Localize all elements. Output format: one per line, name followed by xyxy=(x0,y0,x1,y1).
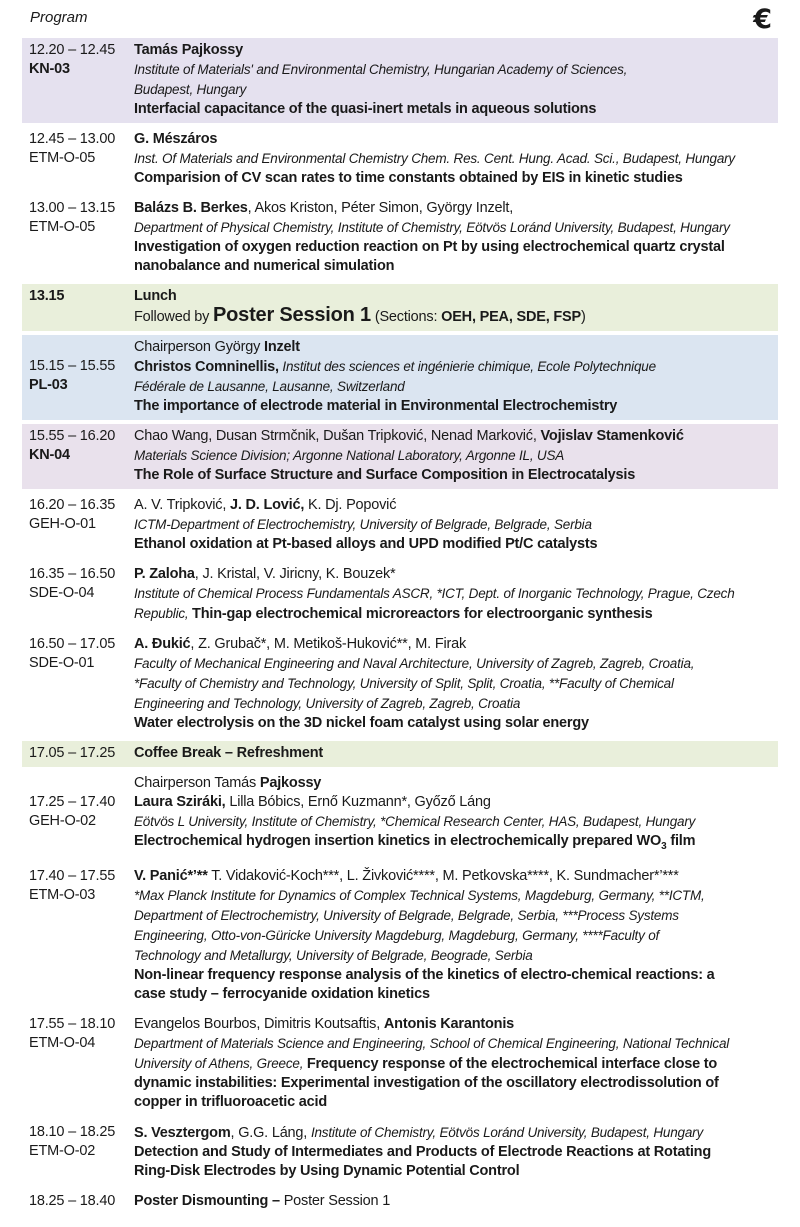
text-segment: Technology and Metallurgy, University of Belgrade, Beograde, Serbia xyxy=(134,947,533,963)
text-segment: Tamás Pajkossy xyxy=(134,42,243,58)
session-affiliation xyxy=(134,946,774,966)
text-segment: Fédérale de Lausanne, Lausanne, Switzerland xyxy=(134,379,405,394)
text-segment: Chairperson Tamás xyxy=(134,775,260,791)
session-code xyxy=(29,886,134,905)
text-segment: Poster Dismounting – xyxy=(134,1192,284,1209)
time-code-column xyxy=(22,41,134,119)
session-affiliation xyxy=(134,60,774,80)
session-authors xyxy=(134,130,774,149)
session-title xyxy=(134,238,774,257)
chairperson xyxy=(134,338,774,357)
page-header xyxy=(22,4,778,38)
text-segment: 15.55 – 16.20 xyxy=(29,428,116,444)
text-segment: Vojislav Stamenković xyxy=(540,428,684,444)
session-authors xyxy=(134,867,774,886)
session-code xyxy=(29,1142,134,1161)
text-segment: Lilla Bóbics, Ernő Kuzmann*, Győző Láng xyxy=(225,794,491,810)
session-affiliation xyxy=(134,446,774,466)
text-segment: Poster Session 1 xyxy=(283,1192,391,1209)
session-title xyxy=(134,604,774,624)
text-segment: University of Athens, Greece, xyxy=(134,1055,307,1071)
text-segment: Department of Materials Science and Engineering, School of Chemical Engineering, National Technical xyxy=(134,1035,730,1051)
program-row-geh-o-01 xyxy=(22,493,778,558)
session-details-column xyxy=(134,867,778,1004)
text-segment: Institut des sciences et ingénierie chimique, Ecole Polytechnique xyxy=(278,359,656,374)
session-code xyxy=(29,1034,134,1053)
text-segment: dynamic instabilities: Experimental investigation of the oscillatory electrodissolution of xyxy=(134,1074,719,1091)
session-title xyxy=(134,1162,774,1181)
time-code-column xyxy=(22,1015,134,1112)
text-segment: Ring-Disk Electrodes by Using Dynamic Potential Control xyxy=(134,1162,520,1179)
text-segment: Detection and Study of Intermediates and Products of Electrode Reactions at Rotating xyxy=(134,1143,711,1160)
text-segment: Ethanol oxidation at Pt-based alloys and UPD modified Pt/C catalysts xyxy=(134,536,598,552)
text-segment: , Z. Grubač*, M. Metikoš-Huković**, M. Firak xyxy=(190,636,467,652)
session-time xyxy=(29,1123,134,1142)
text-segment: Republic, xyxy=(134,606,193,621)
session-details-column xyxy=(134,338,778,416)
time-code-column xyxy=(22,565,134,624)
text-segment: Thin-gap electrochemical microreactors for electroorganic synthesis xyxy=(192,606,653,622)
session-code xyxy=(29,376,134,395)
text-segment: Comparision of CV scan rates to time constants obtained by EIS in kinetic studies xyxy=(134,170,683,186)
text-segment: Balázs B. Berkes xyxy=(134,200,248,216)
session-time xyxy=(29,496,134,515)
text-segment: GEH-O-01 xyxy=(29,516,96,532)
program-row-etm-o-05-meszaros xyxy=(22,127,778,192)
session-details-column xyxy=(134,427,778,485)
time-code-column xyxy=(22,427,134,485)
session-affiliation xyxy=(134,584,774,604)
text-segment: Institute of Materials' and Environmental Chemistry, Hungarian Academy of Sciences, xyxy=(134,62,628,77)
session-time xyxy=(29,41,134,60)
session-title xyxy=(134,966,774,985)
session-title xyxy=(134,535,774,554)
text-segment: *Faculty of Chemistry and Technology, University of Split, Split, Croatia, **Faculty of Chemical xyxy=(134,676,674,691)
text-segment: ) xyxy=(580,309,586,325)
text-segment: 17.40 – 17.55 xyxy=(29,867,116,884)
session-affiliation xyxy=(134,149,774,169)
text-segment: KN-03 xyxy=(29,61,70,77)
text-segment: Non-linear frequency response analysis of the kinetics of electro-chemical reactions: a xyxy=(134,966,715,983)
text-segment: case study – ferrocyanide oxidation kinetics xyxy=(134,985,430,1002)
spacer xyxy=(29,338,134,357)
session-details-column xyxy=(134,41,778,119)
event-note xyxy=(134,306,774,327)
session-details-column xyxy=(134,565,778,624)
text-segment: Poster Session 1 xyxy=(213,304,371,326)
text-segment: , J. Kristal, V. Jiricny, K. Bouzek* xyxy=(194,566,396,582)
time-code-column xyxy=(22,635,134,733)
text-segment: Faculty of Mechanical Engineering and Naval Architecture, University of Zagreb, Zagreb, Croatia, xyxy=(134,656,695,671)
event-title xyxy=(134,744,774,763)
time-code-column xyxy=(22,744,134,763)
page-title: Program xyxy=(30,9,88,26)
text-segment: 16.20 – 16.35 xyxy=(29,497,116,513)
spacer xyxy=(29,774,134,793)
text-segment: Electrochemical hydrogen insertion kinetics in electrochemically prepared WO xyxy=(134,833,662,849)
time-code-column xyxy=(22,338,134,416)
text-segment: 12.45 – 13.00 xyxy=(29,131,116,147)
text-segment: *Max Planck Institute for Dynamics of Complex Technical Systems, Magdeburg, Germany, **ICTM, xyxy=(134,887,705,903)
session-affiliation xyxy=(134,674,774,694)
time-code-column xyxy=(22,867,134,1004)
session-authors xyxy=(134,635,774,654)
text-segment: copper in trifluoroacetic acid xyxy=(134,1093,328,1110)
text-segment: Antonis Karantonis xyxy=(383,1015,515,1032)
text-segment: , Akos Kriston, Péter Simon, György Inzelt, xyxy=(247,200,514,216)
program-row-kn-03 xyxy=(22,38,778,123)
session-affiliation xyxy=(134,906,774,926)
text-segment: Lunch xyxy=(134,288,177,304)
time-code-column xyxy=(22,496,134,554)
program-row-kn-04 xyxy=(22,424,778,489)
text-segment: OEH, PEA, SDE, FSP xyxy=(441,309,581,325)
program-row-sde-o-01 xyxy=(22,632,778,737)
session-time xyxy=(29,287,134,306)
session-code xyxy=(29,654,134,673)
text-segment: 15.15 – 15.55 xyxy=(29,358,116,374)
text-segment: Institute of Chemistry, Eötvös Loránd University, Budapest, Hungary xyxy=(310,1124,703,1140)
text-segment: Pajkossy xyxy=(259,775,322,791)
text-segment: The importance of electrode material in Environmental Electrochemistry xyxy=(134,398,618,414)
time-code-column xyxy=(22,287,134,327)
time-code-column xyxy=(22,199,134,276)
session-time xyxy=(29,427,134,446)
text-segment: Laura Sziráki, xyxy=(134,794,226,810)
session-authors xyxy=(134,1015,774,1034)
text-segment: Department of Physical Chemistry, Institute of Chemistry, Eötvös Loránd University, Budapest, Hungary xyxy=(134,220,730,235)
session-title xyxy=(134,397,774,416)
text-segment: 18.10 – 18.25 xyxy=(29,1123,116,1140)
session-title xyxy=(134,985,774,1004)
session-authors xyxy=(134,41,774,60)
text-segment: 12.20 – 12.45 xyxy=(29,42,116,58)
session-code xyxy=(29,515,134,534)
text-segment: A. Đukić xyxy=(134,636,191,652)
text-segment: 16.35 – 16.50 xyxy=(29,566,116,582)
session-code xyxy=(29,218,134,237)
time-code-column xyxy=(22,1123,134,1181)
session-affiliation xyxy=(134,515,774,535)
session-time xyxy=(29,357,134,376)
text-segment: 13.15 xyxy=(29,288,65,304)
session-affiliation xyxy=(134,218,774,238)
text-segment: Followed by xyxy=(134,309,213,325)
text-segment: GEH-O-02 xyxy=(29,813,96,829)
text-segment: T. Vidaković-Koch***, L. Živković****, M. Petkovska****, K. Sundmacher*’*** xyxy=(207,867,679,884)
session-time xyxy=(29,565,134,584)
session-code xyxy=(29,584,134,603)
session-time xyxy=(29,793,134,812)
text-segment: S. Vesztergom xyxy=(134,1124,231,1141)
text-segment: Inzelt xyxy=(263,339,300,355)
text-segment: Engineering, Otto-von-Güricke University Magdeburg, Magdeburg, Germany, ****Faculty of xyxy=(134,927,660,943)
session-code xyxy=(29,812,134,831)
text-segment: ETM-O-04 xyxy=(29,1034,96,1051)
session-affiliation xyxy=(134,886,774,906)
text-segment: G. Mészáros xyxy=(134,131,218,147)
session-title xyxy=(134,1074,774,1093)
program-row-geh-o-02 xyxy=(22,771,778,860)
program-row-sde-o-04 xyxy=(22,562,778,628)
text-segment: 17.55 – 18.10 xyxy=(29,1015,116,1032)
session-title xyxy=(134,714,774,733)
text-segment: P. Zaloha xyxy=(134,566,195,582)
session-affiliation xyxy=(134,926,774,946)
text-segment: 3 xyxy=(661,840,667,852)
time-code-column xyxy=(22,774,134,856)
text-segment: film xyxy=(666,833,696,849)
session-title xyxy=(134,100,774,119)
session-code xyxy=(29,60,134,79)
program-row-etm-o-03 xyxy=(22,864,778,1008)
text-segment: Engineering and Technology, University of Zagreb, Zagreb, Croatia xyxy=(134,696,521,711)
text-segment: Inst. Of Materials and Environmental Chemistry Chem. Res. Cent. Hung. Acad. Sci., Budapest, Hungary xyxy=(134,151,735,166)
session-time xyxy=(29,635,134,654)
session-affiliation xyxy=(134,377,774,397)
session-title xyxy=(134,1143,774,1162)
session-authors xyxy=(134,496,774,515)
text-segment: Institute of Chemical Process Fundamentals ASCR, *ICT, Dept. of Inorganic Technology, Prague, Czech xyxy=(134,586,735,601)
session-title xyxy=(134,832,774,856)
session-affiliation xyxy=(134,1034,774,1054)
text-segment: ETM-O-02 xyxy=(29,1142,96,1159)
text-segment: 13.00 – 13.15 xyxy=(29,200,116,216)
text-segment: Water electrolysis on the 3D nickel foam catalyst using solar energy xyxy=(134,715,589,731)
text-segment: Chairperson György xyxy=(134,339,264,355)
text-segment: Interfacial capacitance of the quasi-inert metals in aqueous solutions xyxy=(134,101,597,117)
session-details-column xyxy=(134,130,778,188)
program-row-etm-o-04 xyxy=(22,1012,778,1116)
text-segment: J. D. Lović, xyxy=(230,497,305,513)
program-row-poster-dismounting xyxy=(22,1189,778,1215)
text-segment: ICTM-Department of Electrochemistry, University of Belgrade, Belgrade, Serbia xyxy=(134,517,592,532)
session-affiliation xyxy=(134,694,774,714)
text-segment: ETM-O-05 xyxy=(29,150,96,166)
session-details-column xyxy=(134,635,778,733)
session-details-column xyxy=(134,1123,778,1181)
text-segment: 17.05 – 17.25 xyxy=(29,745,116,761)
text-segment: Investigation of oxygen reduction reaction on Pt by using electrochemical quartz crystal xyxy=(134,239,725,255)
session-code xyxy=(29,446,134,465)
text-segment: A. V. Tripković, xyxy=(134,497,230,513)
text-segment: Chao Wang, Dusan Strmčnik, Dušan Tripković, Nenad Marković, xyxy=(134,428,541,444)
text-segment: The Role of Surface Structure and Surface Composition in Electrocatalysis xyxy=(134,467,636,483)
text-segment: PL-03 xyxy=(29,377,68,393)
session-authors xyxy=(134,1123,774,1143)
session-affiliation xyxy=(134,812,774,832)
session-affiliation xyxy=(134,80,774,100)
session-code xyxy=(29,149,134,168)
session-authors xyxy=(134,793,774,812)
text-segment: SDE-O-04 xyxy=(29,585,95,601)
text-segment: Budapest, Hungary xyxy=(134,82,247,97)
session-time xyxy=(29,130,134,149)
text-segment: V. Panić*’** xyxy=(134,867,208,884)
session-details-column xyxy=(134,1015,778,1112)
conference-euro-logo-icon: € xyxy=(753,4,772,35)
session-details-column xyxy=(134,287,778,327)
text-segment: 17.25 – 17.40 xyxy=(29,794,116,810)
session-title xyxy=(134,1054,774,1074)
session-title xyxy=(134,257,774,276)
session-title xyxy=(134,1093,774,1112)
session-time xyxy=(29,744,134,763)
text-segment: , G.G. Láng, xyxy=(230,1124,311,1141)
text-segment: ETM-O-05 xyxy=(29,219,96,235)
program-row-coffee-break xyxy=(22,741,778,767)
session-details-column xyxy=(134,744,778,763)
text-segment: ETM-O-03 xyxy=(29,886,96,903)
program-row-etm-o-02 xyxy=(22,1120,778,1185)
text-segment: Frequency response of the electrochemical interface close to xyxy=(306,1055,718,1072)
text-segment: Coffee Break – Refreshment xyxy=(134,745,324,761)
text-segment: SDE-O-01 xyxy=(29,655,95,671)
text-segment: KN-04 xyxy=(29,447,70,463)
session-details-column xyxy=(134,496,778,554)
text-segment: Materials Science Division; Argonne National Laboratory, Argonne IL, USA xyxy=(134,448,565,463)
session-authors xyxy=(134,565,774,584)
program-row-pl-03 xyxy=(22,335,778,420)
session-time xyxy=(29,867,134,886)
text-segment: nanobalance and numerical simulation xyxy=(134,258,395,274)
session-title xyxy=(134,169,774,188)
session-details-column xyxy=(134,199,778,276)
session-authors xyxy=(134,199,774,218)
time-code-column xyxy=(22,130,134,188)
text-segment: Eötvös L University, Institute of Chemistry, *Chemical Research Center, HAS, Budapest, Hungary xyxy=(134,814,696,829)
text-segment: Christos Comninellis, xyxy=(134,359,279,375)
text-segment: Department of Electrochemistry, University of Belgrade, Belgrade, Serbia, ***Process Systems xyxy=(134,907,679,923)
session-time xyxy=(29,1015,134,1034)
chairperson xyxy=(134,774,774,793)
text-segment: Evangelos Bourbos, Dimitris Koutsaftis, xyxy=(134,1015,384,1032)
text-segment: (Sections: xyxy=(370,309,442,325)
session-details-column xyxy=(134,774,778,856)
session-time xyxy=(29,199,134,218)
text-segment: K. Dj. Popović xyxy=(304,497,397,513)
program-row-etm-o-05-berkes xyxy=(22,196,778,280)
session-authors xyxy=(134,427,774,446)
session-title xyxy=(134,466,774,485)
text-segment: 16.50 – 17.05 xyxy=(29,636,116,652)
session-affiliation xyxy=(134,654,774,674)
program-rows xyxy=(22,38,778,1215)
text-segment: 18.25 – 18.40 xyxy=(29,1192,116,1209)
session-authors xyxy=(134,357,774,377)
program-row-lunch xyxy=(22,284,778,331)
